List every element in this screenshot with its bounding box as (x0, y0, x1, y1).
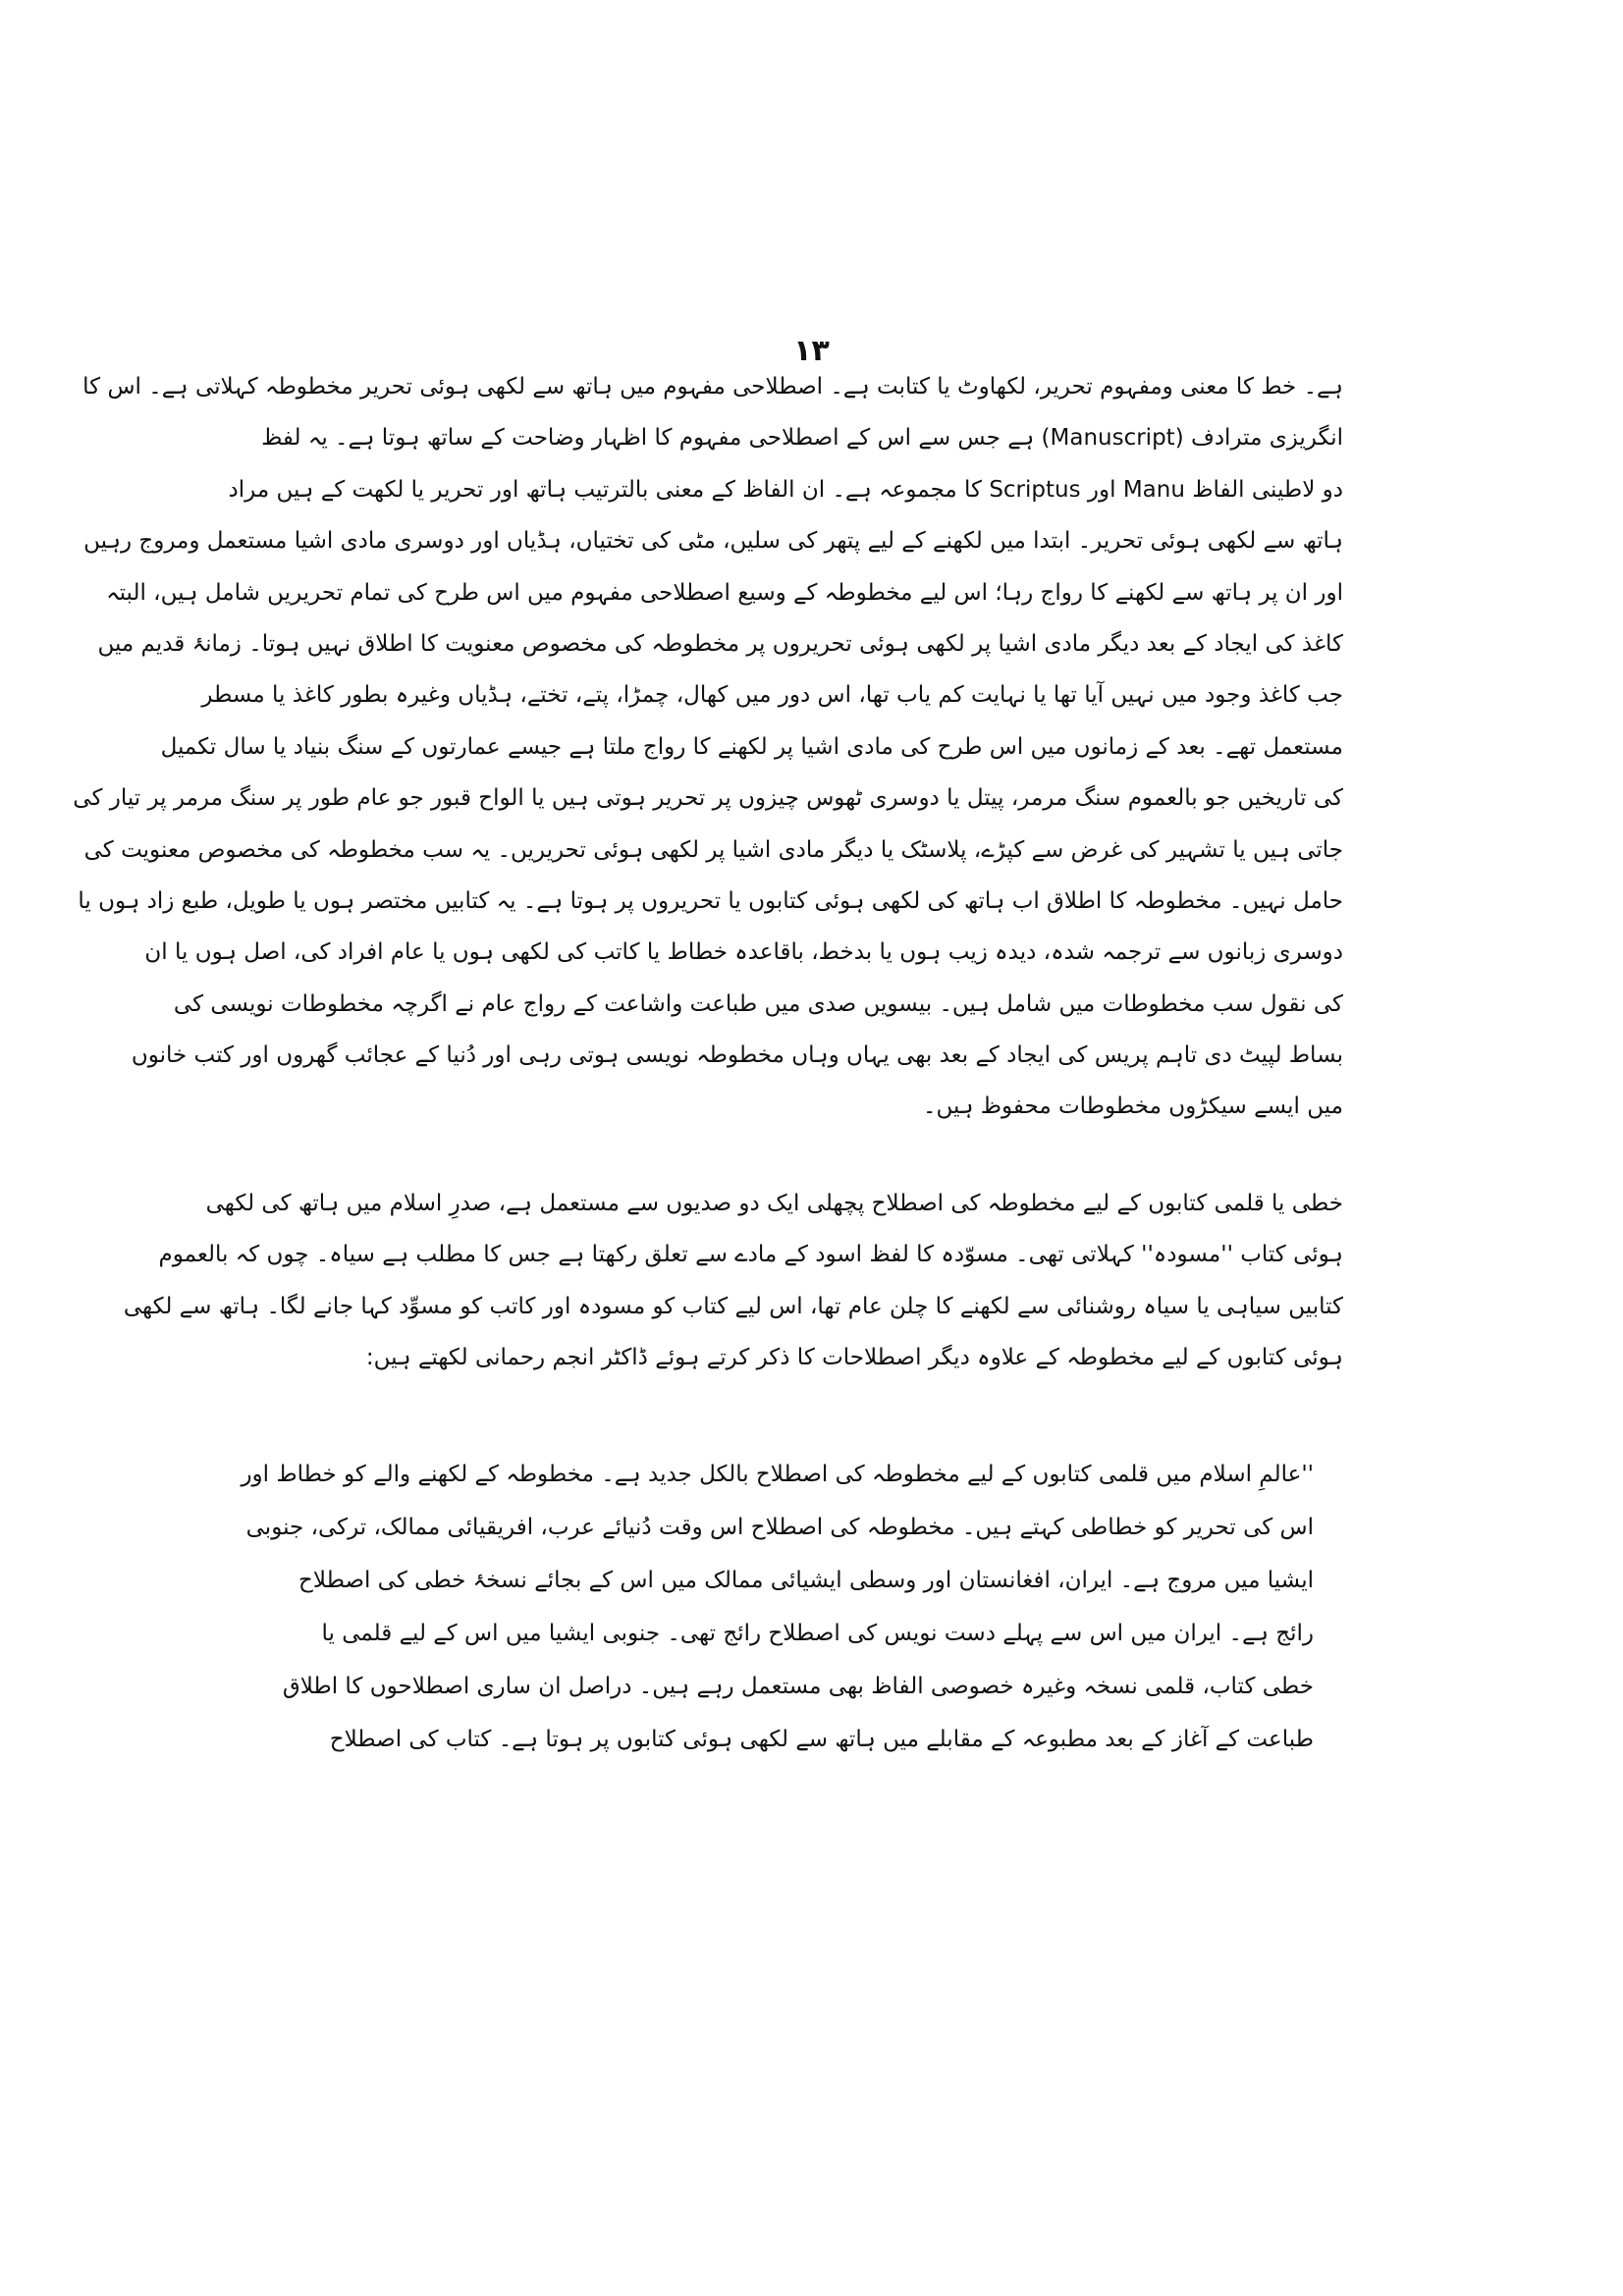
paragraph-second (123, 1178, 1343, 1384)
quote-line: ''عالمِ اسلام میں قلمی کتابوں کے لیے مخطوطہ کی اصطلاح بالکل جدید ہے۔ مخطوطہ کے لکھنے والے کو خطاط اور (241, 1462, 1314, 1487)
block-quote (241, 1448, 1314, 1766)
text-line: کاغذ کی ایجاد کے بعد دیگر مادی اشیا پر لکھی ہوئی تحریروں پر مخطوطہ کی مخصوص معنویت کا اطلاق نہیں ہوتا۔ زمانۂ قدیم میں (97, 630, 1343, 657)
text-line: دوسری زبانوں سے ترجمہ شدہ، دیدہ زیب ہوں یا بدخط، باقاعدہ خطاط یا کاتب کی لکھی ہوں یا عام افراد کی، اصل ہوں یا ان (144, 939, 1343, 966)
page-number: ۱۳ (793, 334, 830, 368)
text-line: کتابیں سیاہی یا سیاہ روشنائی سے لکھنے کا چلن عام تھا، اس لیے کتاب کو مسودہ اور کاتب کو مسوِّد کہا جانے لگا۔ ہاتھ سے لکھی (123, 1293, 1343, 1319)
quote-line: طباعت کے آغاز کے بعد مطبوعہ کے مقابلے میں ہاتھ سے لکھی ہوئی کتابوں پر ہوتا ہے۔ کتاب کی اصطلاح (329, 1727, 1314, 1752)
text-line: میں ایسے سیکڑوں مخطوطات محفوظ ہیں۔ (923, 1094, 1343, 1120)
text-line: حامل نہیں۔ مخطوطہ کا اطلاق اب ہاتھ کی لکھی ہوئی کتابوں یا تحریروں پر ہوتا ہے۔ یہ کتابیں مختصر ہوں یا طویل، طبع زاد ہوں یا (78, 887, 1343, 914)
quote-line: ایشیا میں مروج ہے۔ ایران، افغانستان اور وسطی ایشیائی ممالک میں اس کے بجائے نسخۂ خطی کی اصطلاح (298, 1568, 1314, 1593)
text-line: خطی یا قلمی کتابوں کے لیے مخطوطہ کی اصطلاح پچھلی ایک دو صدیوں سے مستعمل ہے، صدرِ اسلام میں ہاتھ کی لکھی (205, 1191, 1343, 1216)
text-line: بساط لپیٹ دی تاہم پریس کی ایجاد کے بعد بھی یہاں وہاں مخطوطہ نویسی ہوتی رہی اور دُنیا کے عجائب گھروں اور کتب خانوں (131, 1042, 1343, 1069)
text-line: انگریزی مترادف (Manuscript) ہے جس سے اس کے اصطلاحی مفہوم کا اظہار وضاحت کے ساتھ ہوتا ہے۔ یہ لفظ (261, 425, 1343, 452)
quote-line: اس کی تحریر کو خطاطی کہتے ہیں۔ مخطوطہ کی اصطلاح اس وقت دُنیائے عرب، افریقیائی ممالک، ترکی، جنوبی (245, 1515, 1314, 1540)
text-line: کی تاریخیں جو بالعموم سنگ مرمر، پیتل یا دوسری ٹھوس چیزوں پر تحریر ہوتی ہیں یا الواح قبور جو عام طور پر سنگ مرمر پر تیار کی (73, 785, 1343, 812)
text-line: اور ان پر ہاتھ سے لکھنے کا رواج رہا؛ اس لیے مخطوطہ کے وسیع اصطلاحی مفہوم میں اس طرح کی تمام تحریریں شامل ہیں، البتہ (106, 579, 1343, 606)
paragraph-main (73, 361, 1343, 1133)
text-line: دو لاطینی الفاظ Manu اور Scriptus کا مجموعہ ہے۔ ان الفاظ کے معنی بالترتیب ہاتھ اور تحریر یا لکھت کے ہیں مراد (228, 476, 1343, 503)
text-line: ہے۔ خط کا معنی ومفہوم تحریر، لکھاوٹ یا کتابت ہے۔ اصطلاحی مفہوم میں ہاتھ سے لکھی ہوئی تحریر مخطوطہ کہلاتی ہے۔ اس کا (82, 374, 1343, 400)
text-line: ہاتھ سے لکھی ہوئی تحریر۔ ابتدا میں لکھنے کے لیے پتھر کی سلیں، مٹی کی تختیاں، ہڈیاں اور دوسری مادی اشیا مستعمل ومروج رہیں (83, 528, 1343, 555)
quote-line: خطی کتاب، قلمی نسخہ وغیرہ خصوصی الفاظ بھی مستعمل رہے ہیں۔ دراصل ان ساری اصطلاحوں کا اطلاق (282, 1674, 1314, 1699)
text-line: ہوئی کتابوں کے لیے مخطوطہ کے علاوہ دیگر اصطلاحات کا ذکر کرتے ہوئے ڈاکٹر انجم رحمانی لکھتے ہیں: (365, 1345, 1343, 1371)
text-line: ہوئی کتاب ''مسودہ'' کہلاتی تھی۔ مسوّدہ کا لفظ اسود کے مادے سے تعلق رکھتا ہے جس کا مطلب ہے سیاہ۔ چوں کہ بالعموم (158, 1242, 1343, 1268)
text-line: مستعمل تھے۔ بعد کے زمانوں میں اس طرح کی مادی اشیا پر لکھنے کا رواج ملتا ہے جیسے عمارتوں کے سنگ بنیاد یا سال تکمیل (160, 733, 1343, 760)
quote-line: رائج ہے۔ ایران میں اس سے پہلے دست نویس کی اصطلاح رائج تھی۔ جنوبی ایشیا میں اس کے لیے قلمی یا (321, 1621, 1314, 1646)
text-line: جب کاغذ وجود میں نہیں آیا تھا یا نہایت کم یاب تھا، اس دور میں کھال، چمڑا، پتے، تختے، ہڈیاں وغیرہ بطور کاغذ یا مسطر (201, 682, 1343, 709)
text-line: کی نقول سب مخطوطات میں شامل ہیں۔ بیسویں صدی میں طباعت واشاعت کے رواج عام نے اگرچہ مخطوطات نویسی کی (173, 990, 1343, 1017)
text-line: جاتی ہیں یا تشہیر کی غرض سے کپڑے، پلاسٹک یا دیگر مادی اشیا پر لکھی ہوئی تحریریں۔ یہ سب مخطوطہ کی مخصوص معنویت کی (83, 836, 1343, 863)
